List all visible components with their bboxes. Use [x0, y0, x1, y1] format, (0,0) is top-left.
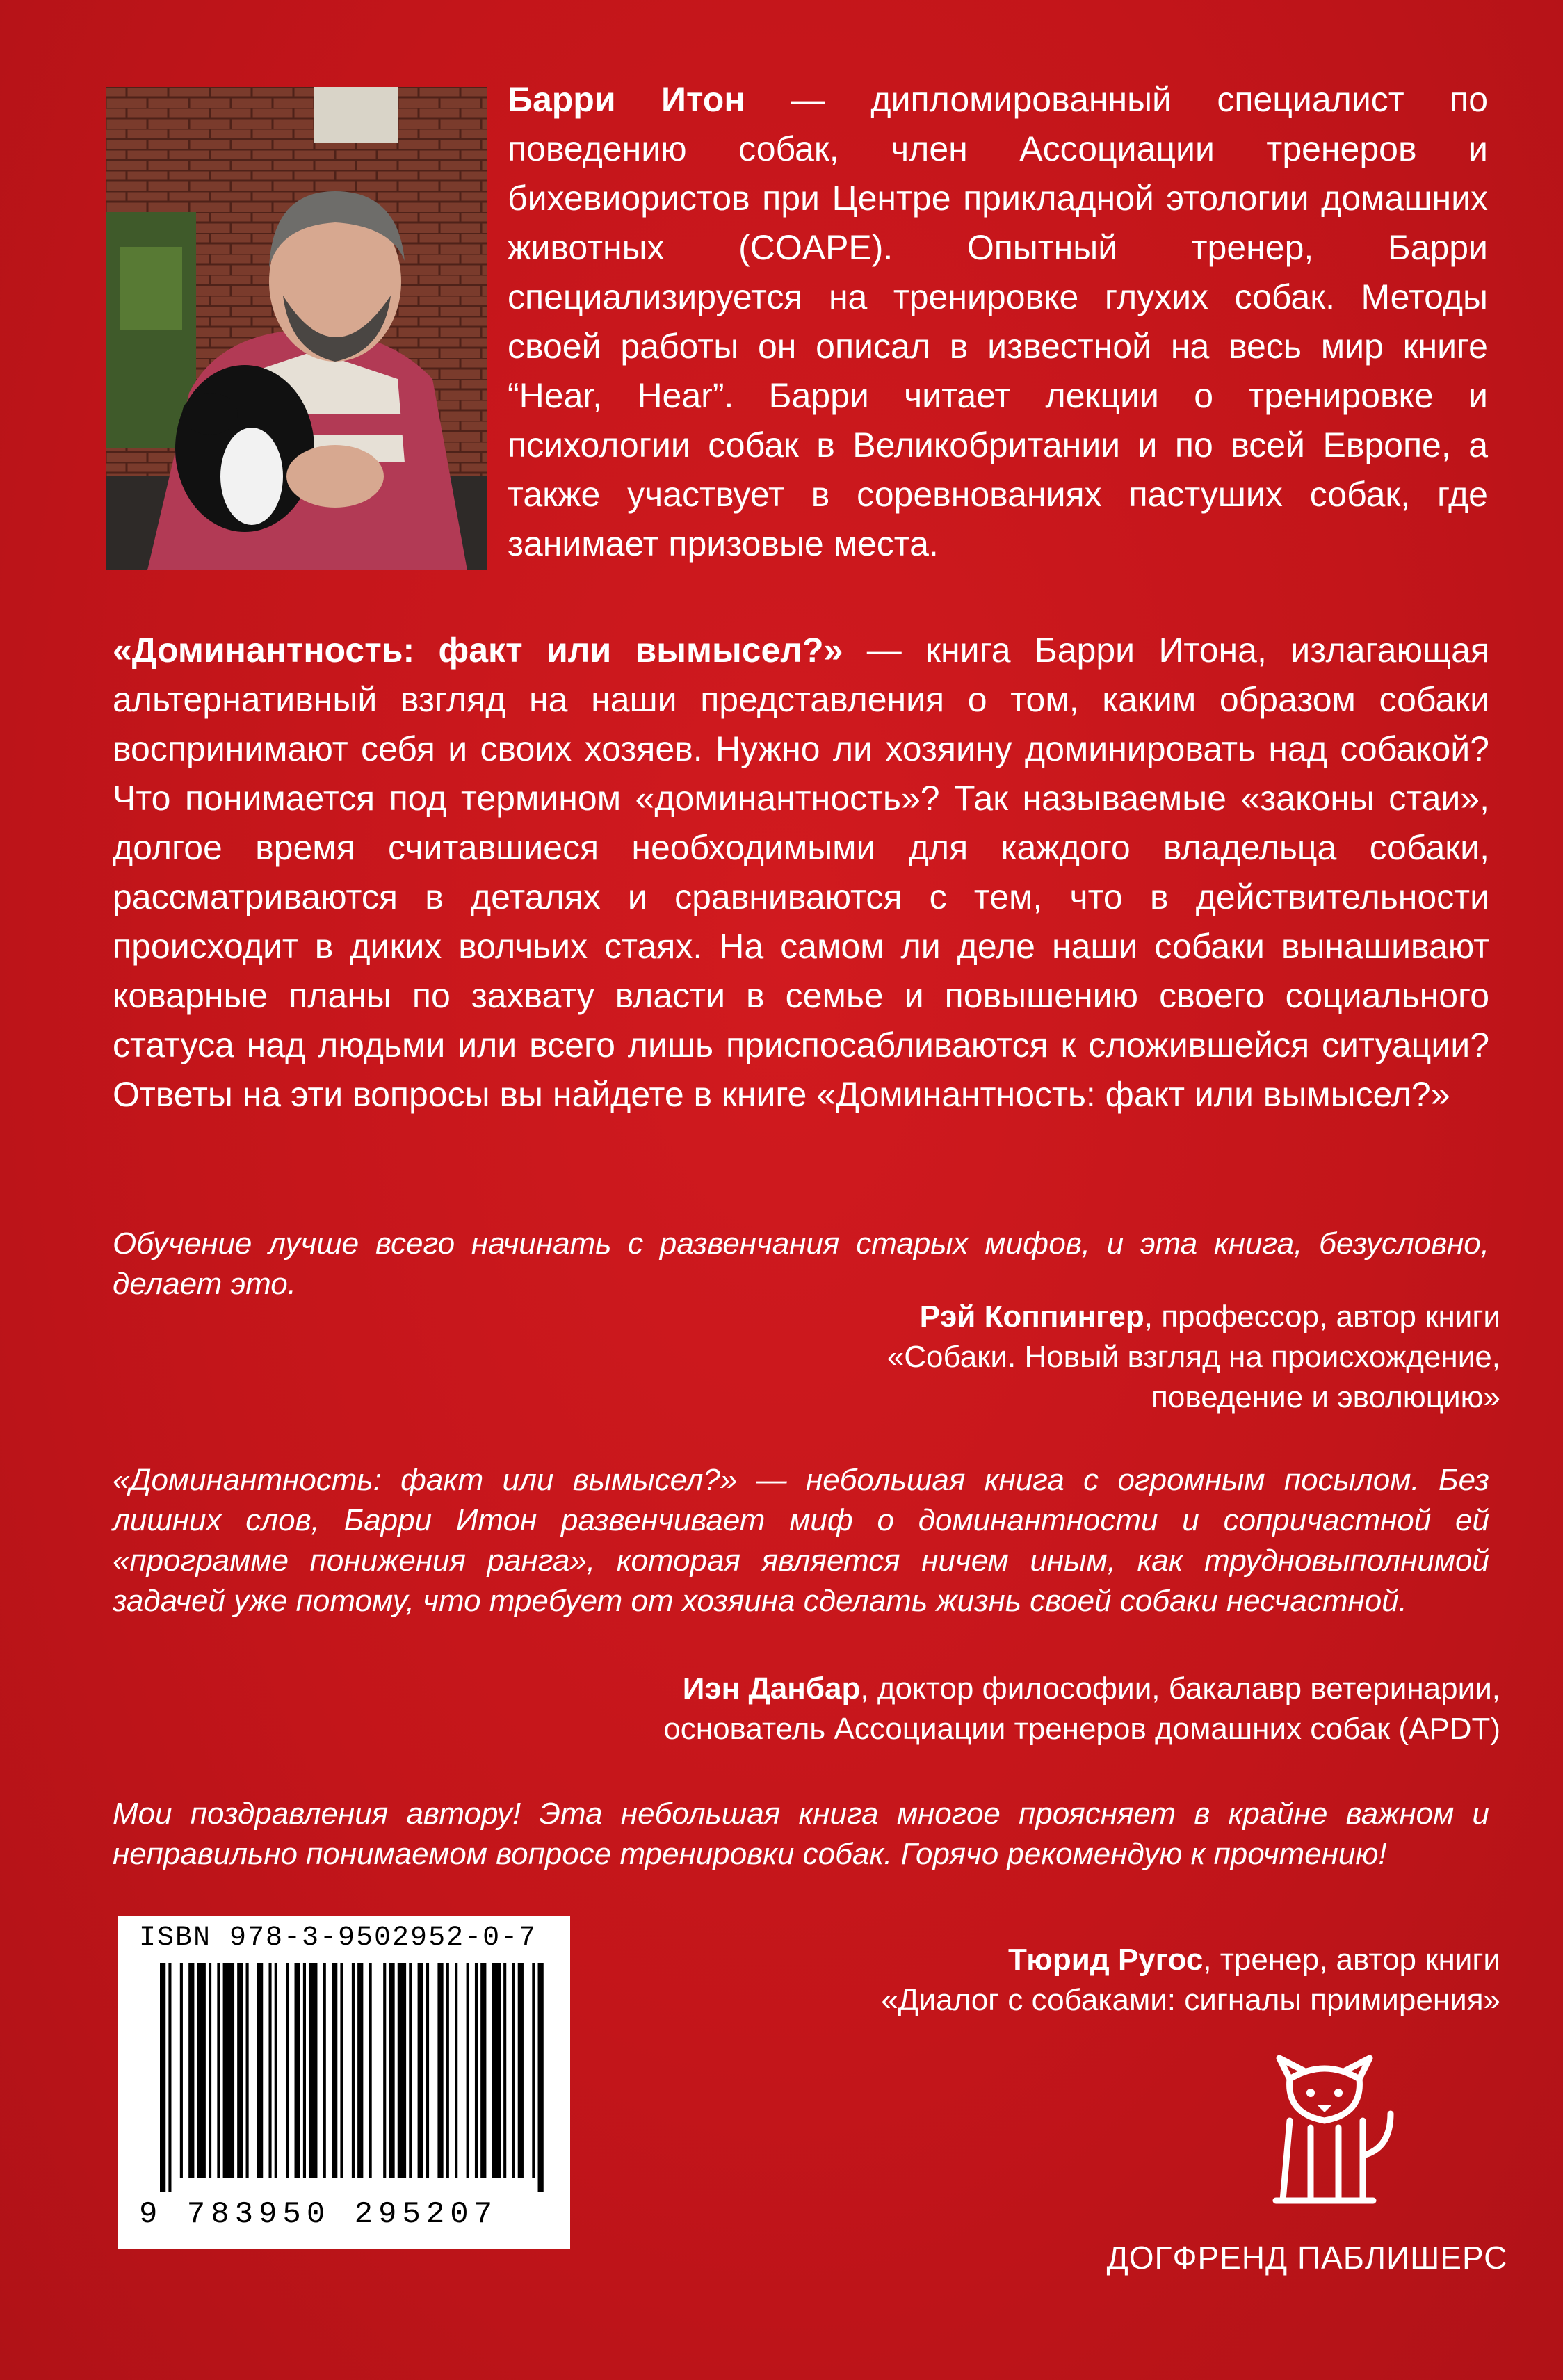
author-bio-text: — дипломированный специалист по поведению собак, член Ассоциации тренеров и бихевиористов при Центре прикладной этологии домашних животных (COAPE). Опытный тренер, Барри специализируется на тренировке глухих собак. Методы своей работы он описал в известной на весь мир книге “Hear, Hear”. Барри читает лекции о тренировке и психологии собак в Великобритании и по всей Европе, а также участвует в соревнованиях пастуших собак, где занимает призовые места. [508, 80, 1488, 563]
barcode-bar [446, 1963, 449, 2178]
barcode-bar [532, 1963, 535, 2178]
reviewer-role-2b: основатель Ассоциации тренеров домашних собак (APDT) [663, 1712, 1500, 1746]
barcode-bar [475, 1963, 478, 2178]
reviewer-name-3: Тюрид Ругос [1008, 1943, 1204, 1977]
review-quote-1: Обучение лучше всего начинать с развенчания старых мифов, и эта книга, безусловно, делает это. [113, 1227, 1489, 1301]
barcode-bar [268, 1963, 271, 2178]
isbn-label: ISBN 978-3-9502952-0-7 [139, 1922, 537, 1954]
barcode-bar [295, 1963, 300, 2178]
barcode-bar [303, 1963, 306, 2178]
reviewer-name-1: Рэй Коппингер [919, 1300, 1144, 1334]
barcode-bar [538, 1963, 544, 2192]
barcode-bar [492, 1963, 501, 2178]
barcode-bar [409, 1963, 412, 2178]
barcode-bar [237, 1963, 243, 2178]
barcode-bar [426, 1963, 429, 2178]
barcode-bar [223, 1963, 234, 2178]
reviewer-book-1b: поведение и эволюцию» [1151, 1380, 1500, 1414]
publisher-name: ДОГФРЕНД ПАБЛИШЕРС [1106, 2240, 1508, 2276]
reviewer-name-2: Иэн Данбар [682, 1671, 861, 1706]
book-title: «Доминантность: факт или вымысел?» [113, 631, 843, 670]
book-description-text: — книга Барри Итона, излагающая альтернативный взгляд на наши представления о том, каким образом собаки воспринимают себя и своих хозяев. Нужно ли хозяину доминировать над собакой? Что понимается под термином «доминантность»? Так называемые «законы стаи», долгое время считавшиеся необходимыми для каждого владельца собаки, рассматриваются в деталях и сравниваются с тем, что в действительности происходит в диких волчьих стаях. На самом ли деле наши собаки вынашивают коварные планы по захвату власти в семье и повышению своего социального статуса над людьми или всего лишь приспосабливаются к сложившейся ситуации? Ответы на эти вопросы вы найдете в книге «Доминантность: факт или вымысел?» [113, 631, 1489, 1114]
barcode-bar [246, 1963, 249, 2178]
author-bio [508, 75, 1488, 569]
barcode-bar [467, 1963, 469, 2178]
barcode-bar [275, 1963, 277, 2178]
barcode-bar [323, 1963, 326, 2178]
reviewer-book-1a: «Собаки. Новый взгляд на происхождение, [886, 1340, 1500, 1374]
barcode-bar [455, 1963, 457, 2178]
barcode-bar [188, 1963, 194, 2178]
barcode-bar [437, 1963, 443, 2178]
review-attribution-1 [457, 1297, 1500, 1418]
reviewer-role-2: , доктор философии, бакалавр ветеринарии, [860, 1671, 1500, 1706]
barcode-bar [398, 1963, 406, 2178]
barcode-bar [369, 1963, 372, 2178]
barcode-bar [309, 1963, 317, 2178]
barcode-bar [160, 1963, 165, 2192]
barcode-bars [160, 1963, 549, 2192]
barcode-bar [209, 1963, 211, 2178]
dog-logo-icon [1252, 2051, 1398, 2211]
barcode-bar [418, 1963, 423, 2178]
barcode-bar [352, 1963, 355, 2178]
review-quote-3: Мои поздравления автору! Эта небольшая книга многое проясняет в крайне важном и неправильно понимаемом вопросе тренировки собак. Горячо рекомендую к прочтению! [113, 1797, 1489, 1871]
barcode-bar [389, 1963, 394, 2178]
barcode-bar [257, 1963, 263, 2178]
barcode-bar [383, 1963, 386, 2178]
author-photo-image [106, 87, 487, 570]
review-attribution-3 [457, 1940, 1500, 2021]
reviewer-role-1: , профессор, автор книги [1144, 1300, 1500, 1334]
barcode-bar [480, 1963, 486, 2178]
barcode-bar [197, 1963, 206, 2178]
barcode-bar [286, 1963, 289, 2178]
book-description [113, 626, 1489, 1119]
barcode-bar [503, 1963, 506, 2178]
author-photo [106, 87, 487, 570]
barcode-bar [180, 1963, 183, 2178]
reviewer-role-3: , тренер, автор книги [1203, 1943, 1500, 1977]
barcode-bar [340, 1963, 343, 2178]
ean-number: 9 783950 295207 [139, 2197, 499, 2232]
barcode-bar [332, 1963, 337, 2178]
review-attribution-2 [457, 1669, 1500, 1749]
barcode-bar [168, 1963, 171, 2192]
barcode-bar [512, 1963, 515, 2178]
barcode-bar [357, 1963, 363, 2178]
reviewer-book-3: «Диалог с собаками: сигналы примирения» [881, 1983, 1500, 2017]
author-name: Барри Итон [508, 80, 745, 119]
barcode-bar [518, 1963, 524, 2178]
barcode-bar [217, 1963, 220, 2178]
review-quote-2: «Доминантность: факт или вымысел?» — небольшая книга с огромным посылом. Без лишних слов, Барри Итон развенчивает миф о доминантности и сопричастной ей «программе понижения ранга», которая является ничем иным, как трудновыполнимой задачей уже потому, что требует от хозяина сделать жизнь своей собаки несчастной. [113, 1463, 1489, 1618]
isbn-barcode [118, 1916, 570, 2249]
